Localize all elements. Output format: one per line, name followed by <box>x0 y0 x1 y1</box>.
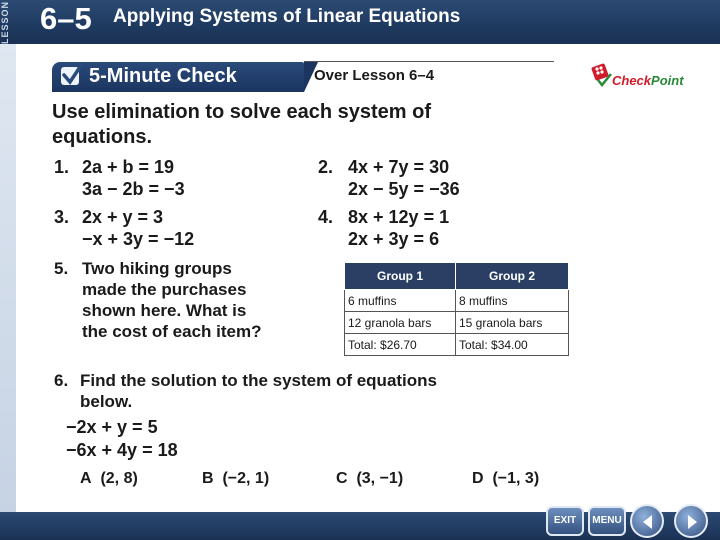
choice-letter: B <box>202 470 214 487</box>
text-line: the cost of each item? <box>82 322 262 341</box>
next-button[interactable] <box>674 504 708 538</box>
exit-button[interactable]: EXIT <box>546 506 584 536</box>
choice-text: (2, 8) <box>100 470 138 487</box>
equation: 4x + 7y = 30 <box>348 157 450 177</box>
text-line: Find the solution to the system of equations <box>80 371 438 390</box>
checkpoint-text <box>612 73 684 88</box>
divider <box>304 61 554 62</box>
equation: −2x + y = 5 <box>66 417 158 437</box>
text-line: shown here. What is <box>82 301 247 320</box>
problem-2 <box>318 156 548 202</box>
instructions <box>52 100 612 150</box>
table-cell: 15 granola bars <box>456 312 569 334</box>
choice-d[interactable] <box>472 470 539 488</box>
choice-letter: A <box>80 470 92 487</box>
five-minute-check-tab <box>52 62 304 92</box>
problem-number: 5. <box>54 259 69 278</box>
instructions-line: equations. <box>52 126 153 148</box>
purchase-table <box>344 262 569 356</box>
choice-text: (−2, 1) <box>222 470 270 487</box>
table-row <box>345 334 569 356</box>
choice-letter: C <box>336 470 348 487</box>
table-header-row <box>345 263 569 290</box>
table-cell: 8 muffins <box>456 290 569 312</box>
equation: 8x + 12y = 1 <box>348 207 450 227</box>
menu-button[interactable]: MENU <box>588 506 626 536</box>
logo-check-text: Check <box>612 73 652 88</box>
table-cell: Total: $34.00 <box>456 334 569 356</box>
lesson-title: Applying Systems of Linear Equations <box>113 6 461 27</box>
problem-number: 4. <box>318 207 334 227</box>
problem-number: 3. <box>54 207 70 227</box>
lesson-number: 6–5 <box>40 1 92 36</box>
equation: −6x + 4y = 18 <box>66 440 178 460</box>
instructions-line: Use elimination to solve each system of <box>52 101 432 123</box>
choice-c[interactable] <box>336 470 403 488</box>
equation: 2x − 5y = −36 <box>348 179 460 199</box>
lesson-header <box>0 0 720 44</box>
problem-number: 6. <box>54 371 69 390</box>
equation: −x + 3y = −12 <box>82 229 195 249</box>
table-cell: 12 granola bars <box>345 312 456 334</box>
lesson-word: LESSON <box>0 0 10 44</box>
choice-text: (3, −1) <box>356 470 404 487</box>
table-cell: Total: $26.70 <box>345 334 456 356</box>
equation: 3a − 2b = −3 <box>82 179 185 199</box>
left-decorative-strip <box>0 44 16 512</box>
table-header: Group 2 <box>456 263 569 290</box>
problem-number: 1. <box>54 157 70 177</box>
problem-3 <box>54 206 284 252</box>
equation: 2x + 3y = 6 <box>348 229 440 249</box>
choice-a[interactable] <box>80 470 138 488</box>
text-line: made the purchases <box>82 280 247 299</box>
logo-point-text: Point <box>651 73 684 88</box>
problem-1 <box>54 156 284 202</box>
table-header: Group 1 <box>345 263 456 290</box>
checkbox-icon <box>61 67 79 85</box>
choice-b[interactable] <box>202 470 269 488</box>
arrow-left-icon <box>638 512 658 532</box>
table-cell: 6 muffins <box>345 290 456 312</box>
choice-letter: D <box>472 470 484 487</box>
five-minute-check-label: 5-Minute Check <box>89 65 237 87</box>
problem-6-text <box>80 370 437 412</box>
equation: 2a + b = 19 <box>82 157 175 177</box>
system-equations <box>66 416 178 462</box>
choice-text: (−1, 3) <box>492 470 540 487</box>
arrow-right-icon <box>682 512 702 532</box>
text-line: below. <box>80 392 133 411</box>
problem-5-text <box>82 258 261 342</box>
problem-4 <box>318 206 548 252</box>
table-row <box>345 312 569 334</box>
problem-number: 2. <box>318 157 334 177</box>
checkpoint-icon <box>590 62 612 88</box>
equation: 2x + y = 3 <box>82 207 164 227</box>
table-row <box>345 290 569 312</box>
previous-button[interactable] <box>630 504 664 538</box>
over-lesson-label: Over Lesson 6–4 <box>314 67 435 84</box>
text-line: Two hiking groups <box>82 259 232 278</box>
